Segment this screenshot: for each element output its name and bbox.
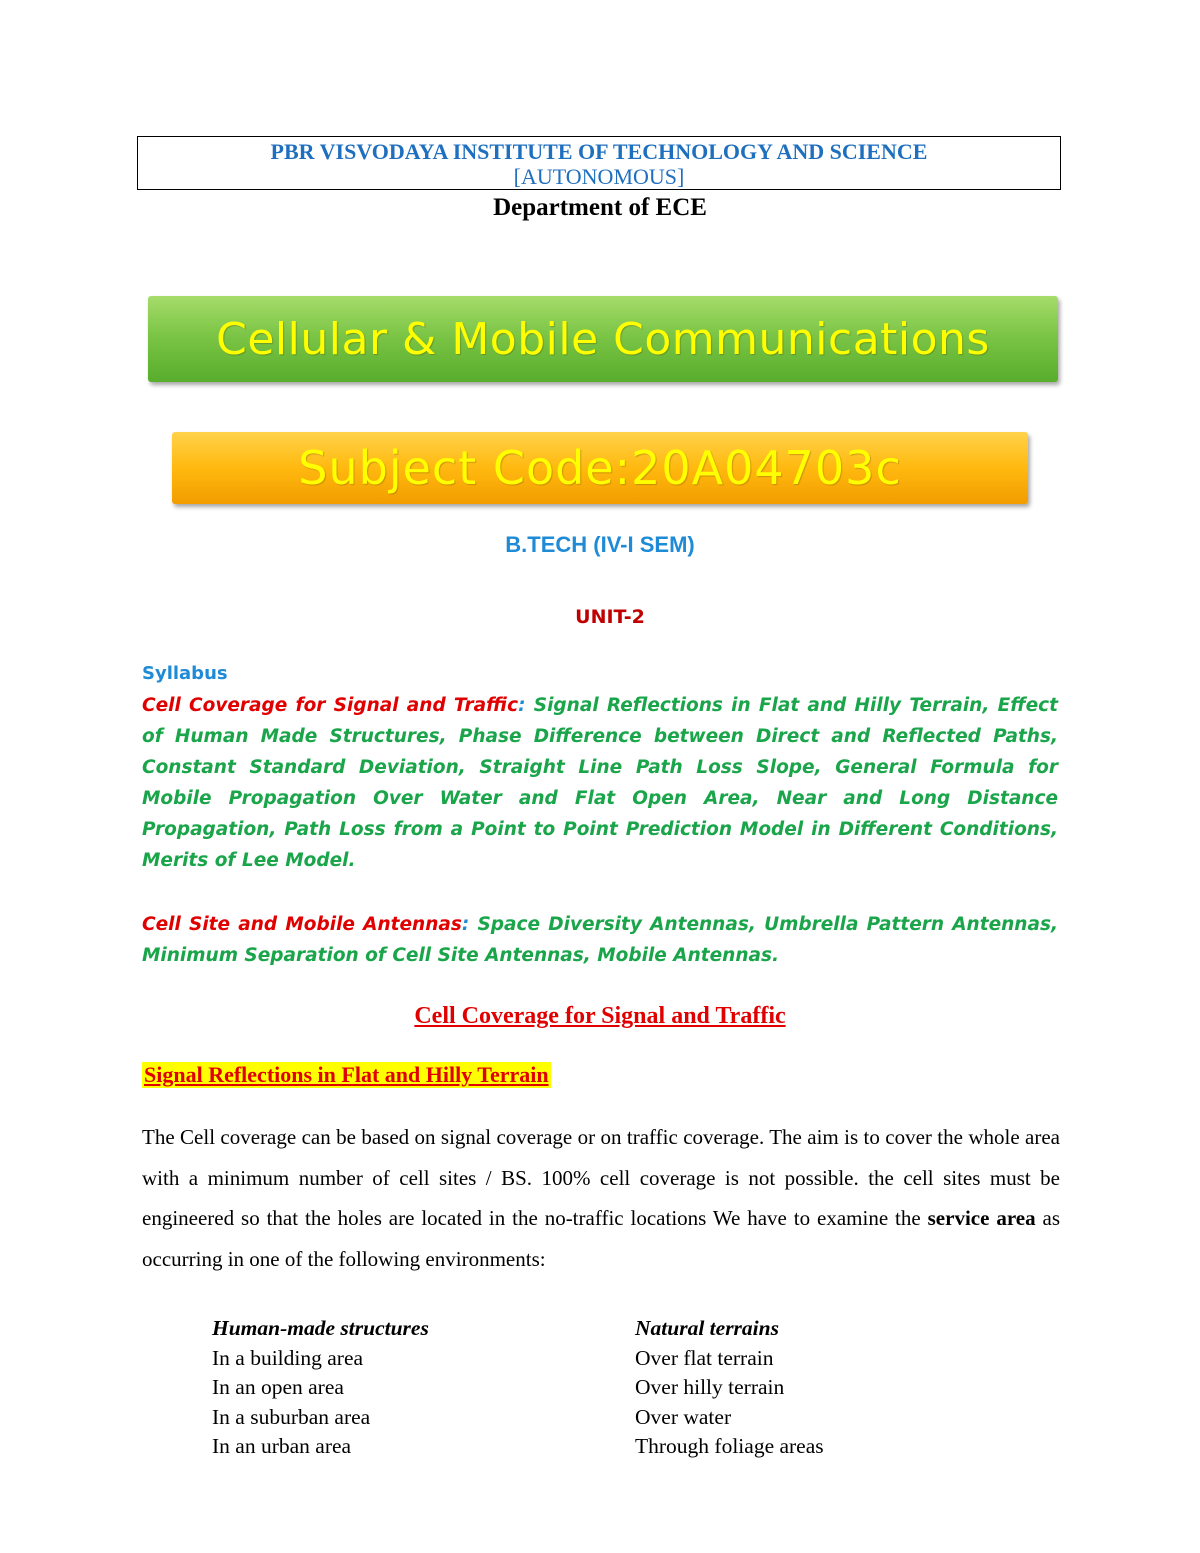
department-title: Department of ECE [493, 194, 707, 221]
human-made-structures-list [212, 1314, 429, 1462]
syllabus-topic-1-text: Signal Reflections in Flat and Hilly Terrain, Effect of Human Made Structures, Phase Difference between Direct and Reflected Paths, Constant Standard Deviation, Straight Line Path Loss Slope, General Formula for Mobile Propagation Over Water and Flat Open Area, Near and Long Distance Propagation, Path Loss from a Point to Point Prediction Model in Different Conditions, Merits of Lee Model. [142, 695, 1058, 871]
natural-terrains-title: Natural terrains [635, 1316, 779, 1340]
syllabus-topic-1-title: Cell Coverage for Signal and Traffic [142, 695, 519, 716]
unit-label: UNIT-2 [575, 606, 645, 628]
syllabus-label: Syllabus [142, 663, 228, 684]
list-item: In an open area [212, 1375, 344, 1399]
human-made-structures-title: Human-made structures [212, 1316, 429, 1340]
subject-code: Subject Code:20A04703c [298, 441, 902, 495]
syllabus-topic-1-colon: : [518, 695, 526, 716]
syllabus-topic-2-title: Cell Site and Mobile Antennas [142, 914, 462, 935]
institute-name: PBR VISVODAYA INSTITUTE OF TECHNOLOGY AND SCIENCE [270, 139, 928, 164]
syllabus-topic-2-text: Space Diversity Antennas, Umbrella Pattern Antennas, Minimum Separation of Cell Site Antennas, Mobile Antennas. [142, 914, 1058, 966]
syllabus-topic-1 [142, 690, 1058, 876]
syllabus-topic-2 [142, 909, 1058, 971]
institute-header-box [137, 136, 1061, 190]
course-title: Cellular & Mobile Communications [216, 313, 990, 365]
program-semester: B.TECH (IV-I SEM) [505, 532, 695, 557]
syllabus-topic-2-colon: : [461, 914, 470, 935]
body-paragraph [142, 1117, 1060, 1279]
body-paragraph-part-2: as occurring in one of the following environments: [142, 1206, 1060, 1271]
list-item: Through foliage areas [635, 1434, 824, 1458]
list-item: In a building area [212, 1345, 364, 1370]
institute-status: [AUTONOMOUS] [513, 164, 685, 189]
natural-terrains-list [635, 1314, 824, 1462]
list-item: In a suburban area [212, 1404, 371, 1429]
section-heading: Cell Coverage for Signal and Traffic [414, 1003, 786, 1029]
list-item: Over water [635, 1404, 732, 1429]
list-item: Over hilly terrain [635, 1375, 785, 1399]
section-subheading: Signal Reflections in Flat and Hilly Terrain [144, 1062, 549, 1087]
list-item: In an urban area [212, 1434, 352, 1458]
list-item: Over flat terrain [635, 1345, 774, 1370]
subject-code-banner [172, 432, 1028, 504]
course-title-banner [148, 296, 1058, 382]
body-paragraph-part-1: The Cell coverage can be based on signal coverage or on traffic coverage. The aim is to cover the whole area with a minimum number of cell sites / BS. 100% cell coverage is not possible. the cell sites must be engineered so that the holes are located in the no-traffic locations We have to examine the [142, 1125, 1060, 1230]
body-paragraph-bold: service area [927, 1206, 1036, 1230]
